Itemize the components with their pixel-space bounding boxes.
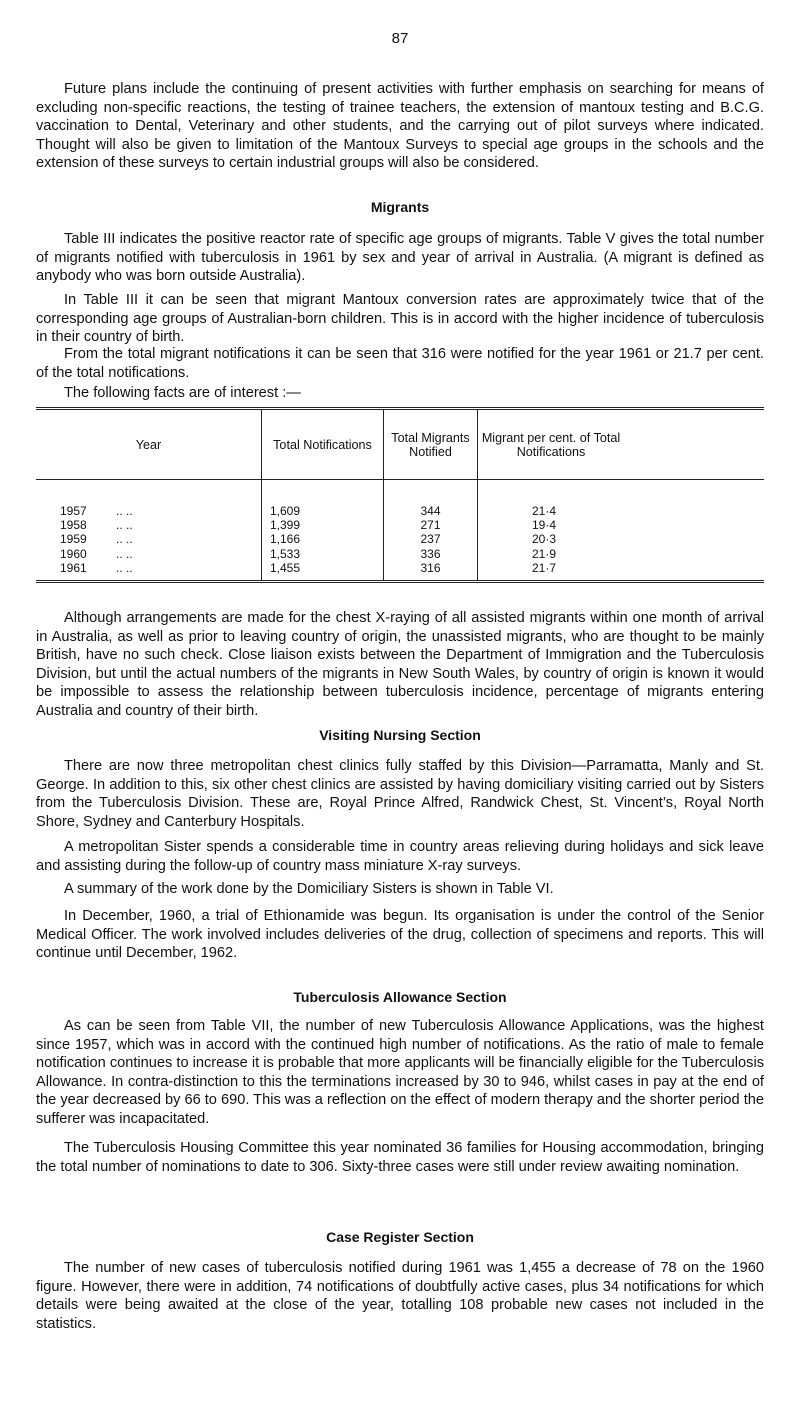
- paragraph-migrants-2: In Table III it can be seen that migrant Mantoux conversion rates are approximately twice that of the corresponding age groups of Australian-born children. This is in accord with the higher incidence of tuberculosis in their country of birth.: [36, 292, 764, 346]
- paragraph-allowance-1: As can be seen from Table VII, the number of new Tuberculosis Allowance Applications, was the highest since 1957, which was in accord with the continued high number of notifications. As the ratio of male to female notification continues to increase it is probable that more applicants will be financially eligible for the Tuberculosis Allowance. In contra-distinction to this the terminations increased by 30 to 946, whilst cases in pay at the end of the year decreased by 66 to 690. This was a reflection on the effect of modern therapy and the shorter period the sufferer was incapacitated.: [36, 1018, 764, 1127]
- paragraph-nursing-4: In December, 1960, a trial of Ethionamide was begun. Its organisation is under the control of the Senior Medical Officer. The work involved includes deliveries of the drug, collection of specimens and reports. This will continue until December, 1962.: [36, 908, 764, 962]
- cell-total-notifications: 1,533: [270, 546, 301, 561]
- cell-total-migrants: 237: [420, 532, 441, 547]
- cell-leader: .. ..: [116, 546, 133, 561]
- heading-migrants: Migrants: [370, 199, 430, 215]
- paragraph-future-plans: Future plans include the continuing of present activities with further emphasis on searching for means of excluding non-specific reactions, the testing of trainee teachers, the extension of mantoux testing and B.C.G. vaccination to Dental, Veterinary and other students, and the carrying out of pilot surveys where indicated. Thought will also be given to limitation of the Mantoux Surveys to special age groups in the schools and the extension of these surveys to certain industrial groups will also be considered.: [36, 81, 764, 172]
- cell-migrant-percent: 21·9: [532, 546, 557, 561]
- header-migrant-percent: Migrant per cent. of Total Notifications: [481, 430, 621, 459]
- header-total-notifications: Total Notifications: [273, 437, 372, 452]
- cell-migrant-percent: 19·4: [532, 518, 557, 533]
- cell-migrant-percent: 20·3: [532, 532, 557, 547]
- cell-total-notifications: 1,609: [270, 504, 301, 518]
- cell-year: 1957: [60, 504, 87, 518]
- cell-year: 1961: [60, 560, 87, 575]
- paragraph-nursing-3: A summary of the work done by the Domiciliary Sisters is shown in Table VI.: [64, 881, 554, 897]
- table-bottom-rule-2: [36, 582, 764, 583]
- paragraph-migrants-5: Although arrangements are made for the chest X-raying of all assisted migrants within one month of arrival in Australia, as well as prior to leaving country of origin, the unassisted migrants, who are thought to be mainly British, have no such check. Close liaison exists between the Department of Immigration and the Tuberculosis Division, but until the actual numbers of the migrants in New South Wales, by country of origin is known it would be impossible to assess the relationship between tuberculosis incidence, percentage of migrants entering Australia and country of their birth.: [36, 610, 764, 719]
- cell-year: 1958: [60, 518, 87, 533]
- cell-total-migrants: 271: [420, 518, 441, 533]
- paragraph-migrants-4: The following facts are of interest :—: [64, 385, 301, 401]
- paragraph-allowance-2: The Tuberculosis Housing Committee this year nominated 36 families for Housing accommodation, bringing the total number of nominations to date to 306. Sixty-three cases were still under review awaiting nomination.: [36, 1140, 764, 1175]
- heading-nursing: Visiting Nursing Section: [319, 727, 481, 743]
- table-bottom-rule: [36, 580, 764, 581]
- heading-case-register: Case Register Section: [326, 1229, 474, 1245]
- cell-leader: .. ..: [116, 532, 133, 547]
- cell-year: 1960: [60, 546, 87, 561]
- page-number: 87: [391, 30, 409, 47]
- cell-leader: .. ..: [116, 560, 133, 575]
- cell-leader: .. ..: [116, 504, 133, 518]
- cell-total-notifications: 1,455: [270, 560, 301, 575]
- header-total-migrants: Total Migrants Notified: [391, 430, 470, 459]
- cell-migrant-percent: 21·7: [532, 560, 557, 575]
- paragraph-migrants-1: Table III indicates the positive reactor rate of specific age groups of migrants. Table V gives the total number of migrants notified with tuberculosis in 1961 by sex and year of arrival in Australia. (A migrant is defined as anybody who was born outside Australia).: [36, 231, 764, 285]
- cell-year: 1959: [60, 532, 87, 547]
- cell-total-migrants: 336: [420, 546, 441, 561]
- cell-total-migrants: 344: [420, 504, 441, 518]
- paragraph-migrants-3: From the total migrant notifications it can be seen that 316 were notified for the year 1961 or 21.7 per cent. of the total notifications.: [36, 346, 764, 381]
- table-header-rule: [36, 479, 764, 480]
- cell-total-migrants: 316: [420, 560, 441, 575]
- cell-total-notifications: 1,399: [270, 518, 301, 533]
- paragraph-nursing-1: There are now three metropolitan chest clinics fully staffed by this Division—Parramatta, Manly and St. George. In addition to this, six other chest clinics are assisted by having domiciliary visiting carried out by Sisters from the Tuberculosis Division. These are, Royal Prince Alfred, Randwick Chest, St. Vincent’s, Royal North Shore, Sydney and Canterbury Hospitals.: [36, 758, 764, 830]
- paragraph-nursing-2: A metropolitan Sister spends a considerable time in country areas relieving during holidays and sick leave and assisting during the follow-up of country mass miniature X-ray surveys.: [36, 839, 764, 874]
- cell-migrant-percent: 21·4: [532, 504, 557, 518]
- paragraph-case-register-1: The number of new cases of tuberculosis notified during 1961 was 1,455 a decrease of 78 on the 1960 figure. However, there were in addition, 74 notifications of doubtfully active cases, plus 34 notifications for which details were being awaited at the close of the year, totalling 108 probable new cases not included in the statistics.: [36, 1260, 764, 1332]
- header-year: Year: [135, 437, 162, 452]
- cell-leader: .. ..: [116, 518, 133, 533]
- heading-allowance: Tuberculosis Allowance Section: [293, 989, 507, 1005]
- cell-total-notifications: 1,166: [270, 532, 301, 547]
- table-top-rule: [36, 407, 764, 408]
- migrant-notifications-table: [36, 407, 764, 587]
